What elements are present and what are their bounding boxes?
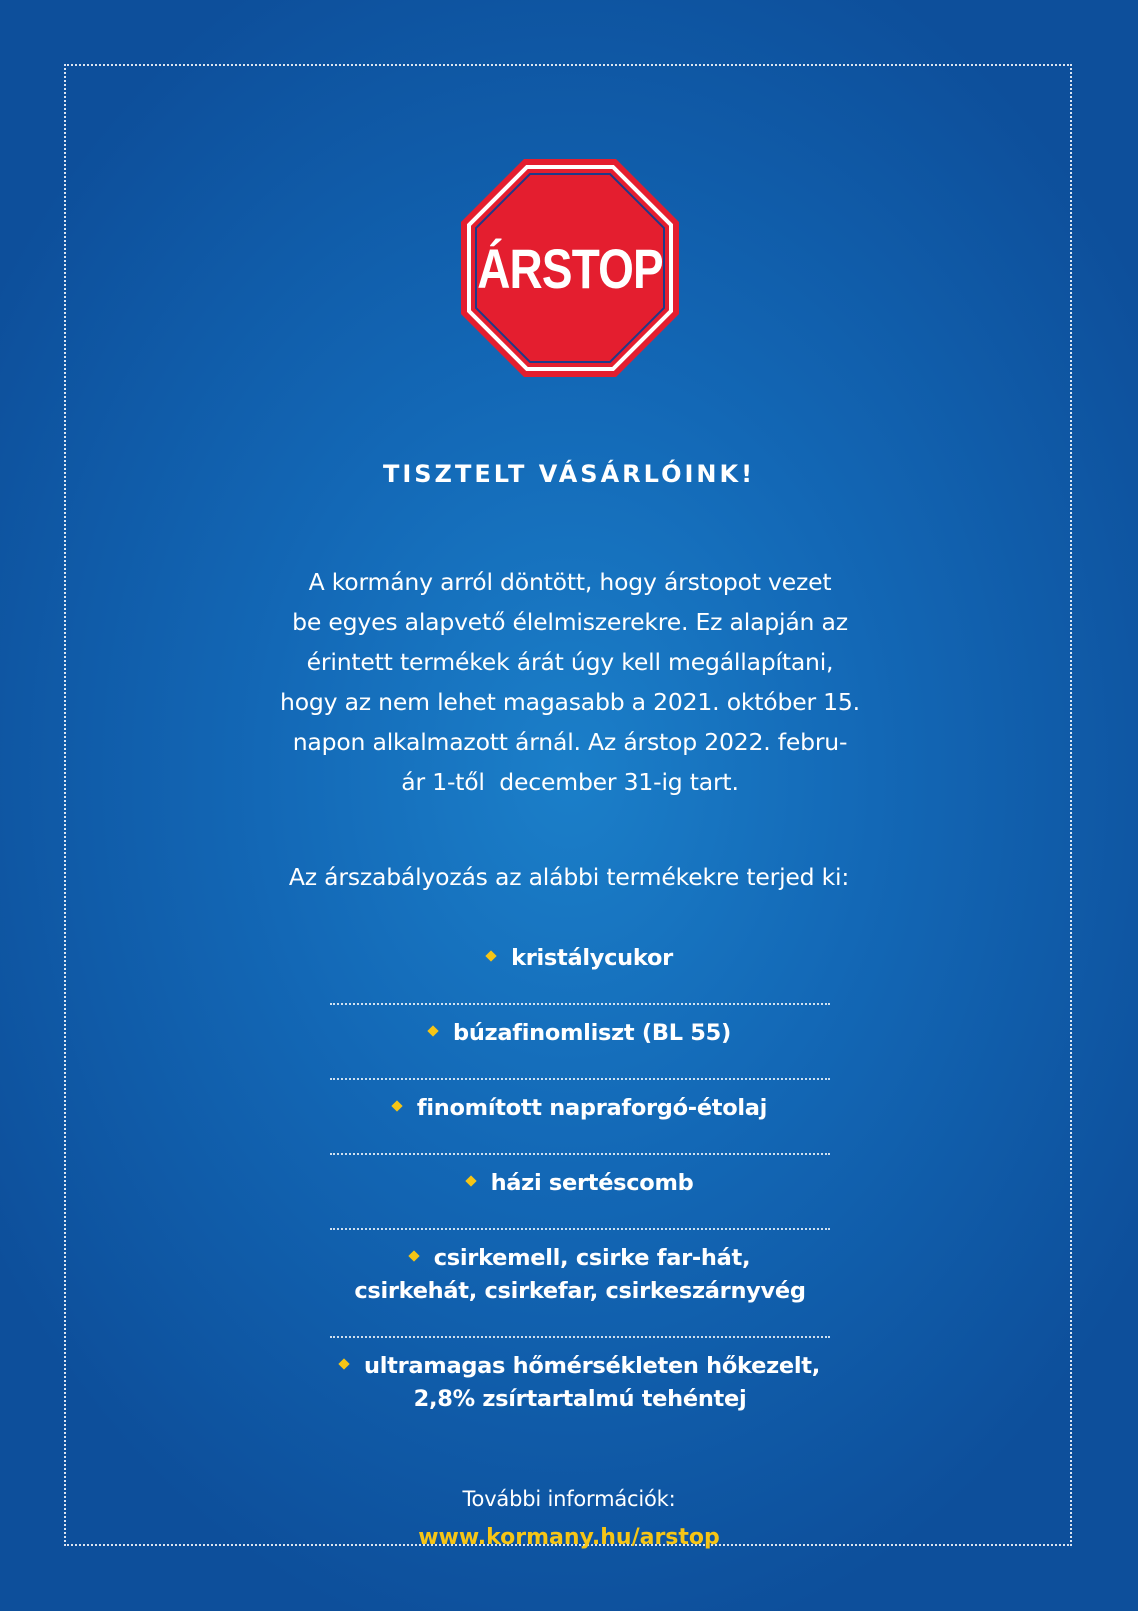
- products-intro: Az árszabályozás az alábbi termékekre terjed ki:: [288, 863, 850, 891]
- logo-text: ÁRSTOP: [477, 236, 663, 300]
- more-info-link[interactable]: www.kormany.hu/arstop: [418, 1525, 720, 1550]
- bullet-diamond-icon: [408, 1250, 419, 1261]
- product-label: házi sertéscomb: [490, 1170, 694, 1196]
- announcement-paragraph: [230, 562, 910, 802]
- paragraph-line: hogy az nem lehet magasabb a 2021. október 15.: [280, 688, 860, 716]
- product-label: csirkehát, csirkefar, csirkeszárnyvég: [354, 1278, 806, 1304]
- list-item: [330, 1230, 830, 1336]
- list-item: [330, 930, 830, 1003]
- product-label: csirkemell, csirke far-hát,: [433, 1245, 751, 1271]
- product-label: finomított napraforgó-étolaj: [416, 1095, 768, 1121]
- greeting-heading: TISZTELT VÁSÁRLÓINK!: [382, 460, 756, 488]
- bullet-diamond-icon: [427, 1025, 438, 1036]
- paragraph-line: be egyes alapvető élelmiszerekre. Ez alapján az: [292, 608, 848, 636]
- arstop-logo: [459, 157, 681, 379]
- product-label: kristálycukor: [511, 945, 673, 971]
- paragraph-line: érintett termékek árát úgy kell megállapítani,: [306, 648, 834, 676]
- product-label: búzafinomliszt (BL 55): [453, 1020, 731, 1046]
- list-item: [330, 1338, 830, 1444]
- product-list: [330, 930, 830, 1444]
- list-item: [330, 1155, 830, 1228]
- more-info-label: További információk:: [462, 1487, 676, 1511]
- list-item: [330, 1080, 830, 1153]
- paragraph-line: A kormány arról döntött, hogy árstopot vezet: [308, 568, 832, 596]
- product-label: 2,8% zsírtartalmú tehéntej: [413, 1386, 747, 1412]
- paragraph-line: ár 1-től december 31-ig tart.: [401, 768, 739, 796]
- bullet-diamond-icon: [338, 1358, 349, 1369]
- paragraph-line: napon alkalmazott árnál. Az árstop 2022. febru-: [292, 728, 848, 756]
- bullet-diamond-icon: [485, 950, 496, 961]
- bullet-diamond-icon: [391, 1100, 402, 1111]
- bullet-diamond-icon: [465, 1175, 476, 1186]
- list-item: [330, 1005, 830, 1078]
- product-label: ultramagas hőmérsékleten hőkezelt,: [364, 1353, 820, 1379]
